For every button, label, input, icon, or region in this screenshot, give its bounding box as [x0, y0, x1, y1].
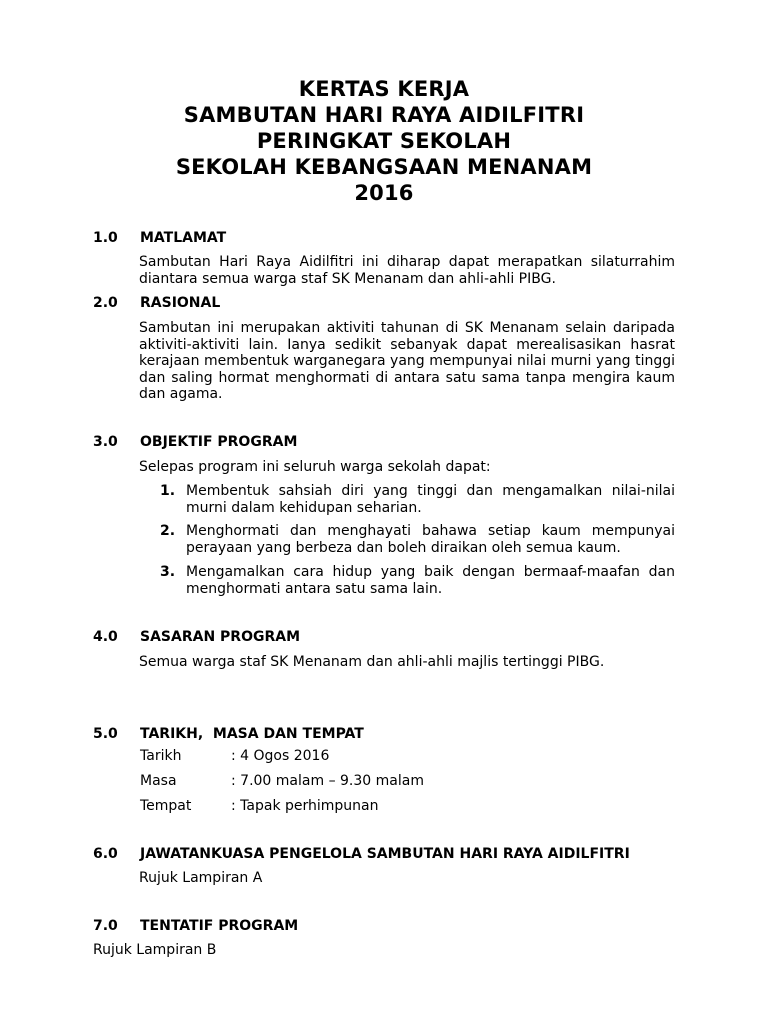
section-heading: RASIONAL: [140, 295, 221, 311]
schedule-label: Tarikh: [140, 748, 182, 764]
section-matlamat-body: Sambutan Hari Raya Aidilfitri ini diharap dapat merapatkan silaturrahim diantara semua warga staf SK Menanam dan ahli-ahli PIBG.: [139, 254, 675, 287]
title-line-5: 2016: [354, 181, 414, 205]
section-number: 7.0: [93, 918, 118, 934]
section-objektif-intro: Selepas program ini seluruh warga sekolah dapat:: [139, 459, 491, 475]
document-title: [0, 76, 768, 206]
schedule-label: Masa: [140, 773, 177, 789]
section-heading: MATLAMAT: [140, 230, 227, 246]
section-heading: TARIKH, MASA DAN TEMPAT: [140, 726, 364, 742]
list-item-text: Membentuk sahsiah diri yang tinggi dan mengamalkan nilai-nilai murni dalam kehidupan seharian.: [186, 483, 675, 516]
list-item-text: Menghormati dan menghayati bahawa setiap kaum mempunyai perayaan yang berbeza dan boleh diraikan oleh semua kaum.: [186, 523, 675, 556]
section-tentatif-body: Rujuk Lampiran B: [93, 942, 217, 958]
list-item-number: 1.: [160, 483, 176, 499]
section-heading: OBJEKTIF PROGRAM: [140, 434, 298, 450]
section-rasional-body: Sambutan ini merupakan aktiviti tahunan di SK Menanam selain daripada aktiviti-aktiviti lain. Ianya sedikit sebanyak dapat merealisasikan hasrat kerajaan membentuk warganegara yang mempunyai nilai murni yang tinggi dan saling hormat menghormati di antara satu sama tanpa mengira kaum dan agama.: [139, 320, 675, 403]
title-line-4: SEKOLAH KEBANGSAAN MENANAM: [175, 155, 593, 179]
title-line-3: PERINGKAT SEKOLAH: [256, 129, 512, 153]
section-number: 2.0: [93, 295, 118, 311]
schedule-value: : Tapak perhimpunan: [231, 798, 379, 814]
section-sasaran-body: Semua warga staf SK Menanam dan ahli-ahli majlis tertinggi PIBG.: [139, 654, 605, 670]
section-jawatankuasa-body: Rujuk Lampiran A: [139, 870, 263, 886]
section-number: 6.0: [93, 846, 118, 862]
schedule-value: : 7.00 malam – 9.30 malam: [231, 773, 424, 789]
section-number: 5.0: [93, 726, 118, 742]
schedule-label: Tempat: [140, 798, 192, 814]
list-item-number: 3.: [160, 564, 176, 580]
list-item-text: Mengamalkan cara hidup yang baik dengan bermaaf-maafan dan menghormati antara satu sama lain.: [186, 564, 675, 597]
list-item-number: 2.: [160, 523, 176, 539]
schedule-value: : 4 Ogos 2016: [231, 748, 330, 764]
section-heading: SASARAN PROGRAM: [140, 629, 301, 645]
section-number: 3.0: [93, 434, 118, 450]
section-heading: TENTATIF PROGRAM: [140, 918, 299, 934]
title-line-1: KERTAS KERJA: [298, 77, 470, 101]
section-heading: JAWATANKUASA PENGELOLA SAMBUTAN HARI RAYA AIDILFITRI: [140, 846, 630, 862]
section-number: 1.0: [93, 230, 118, 246]
section-number: 4.0: [93, 629, 118, 645]
title-line-2: SAMBUTAN HARI RAYA AIDILFITRI: [183, 103, 585, 127]
